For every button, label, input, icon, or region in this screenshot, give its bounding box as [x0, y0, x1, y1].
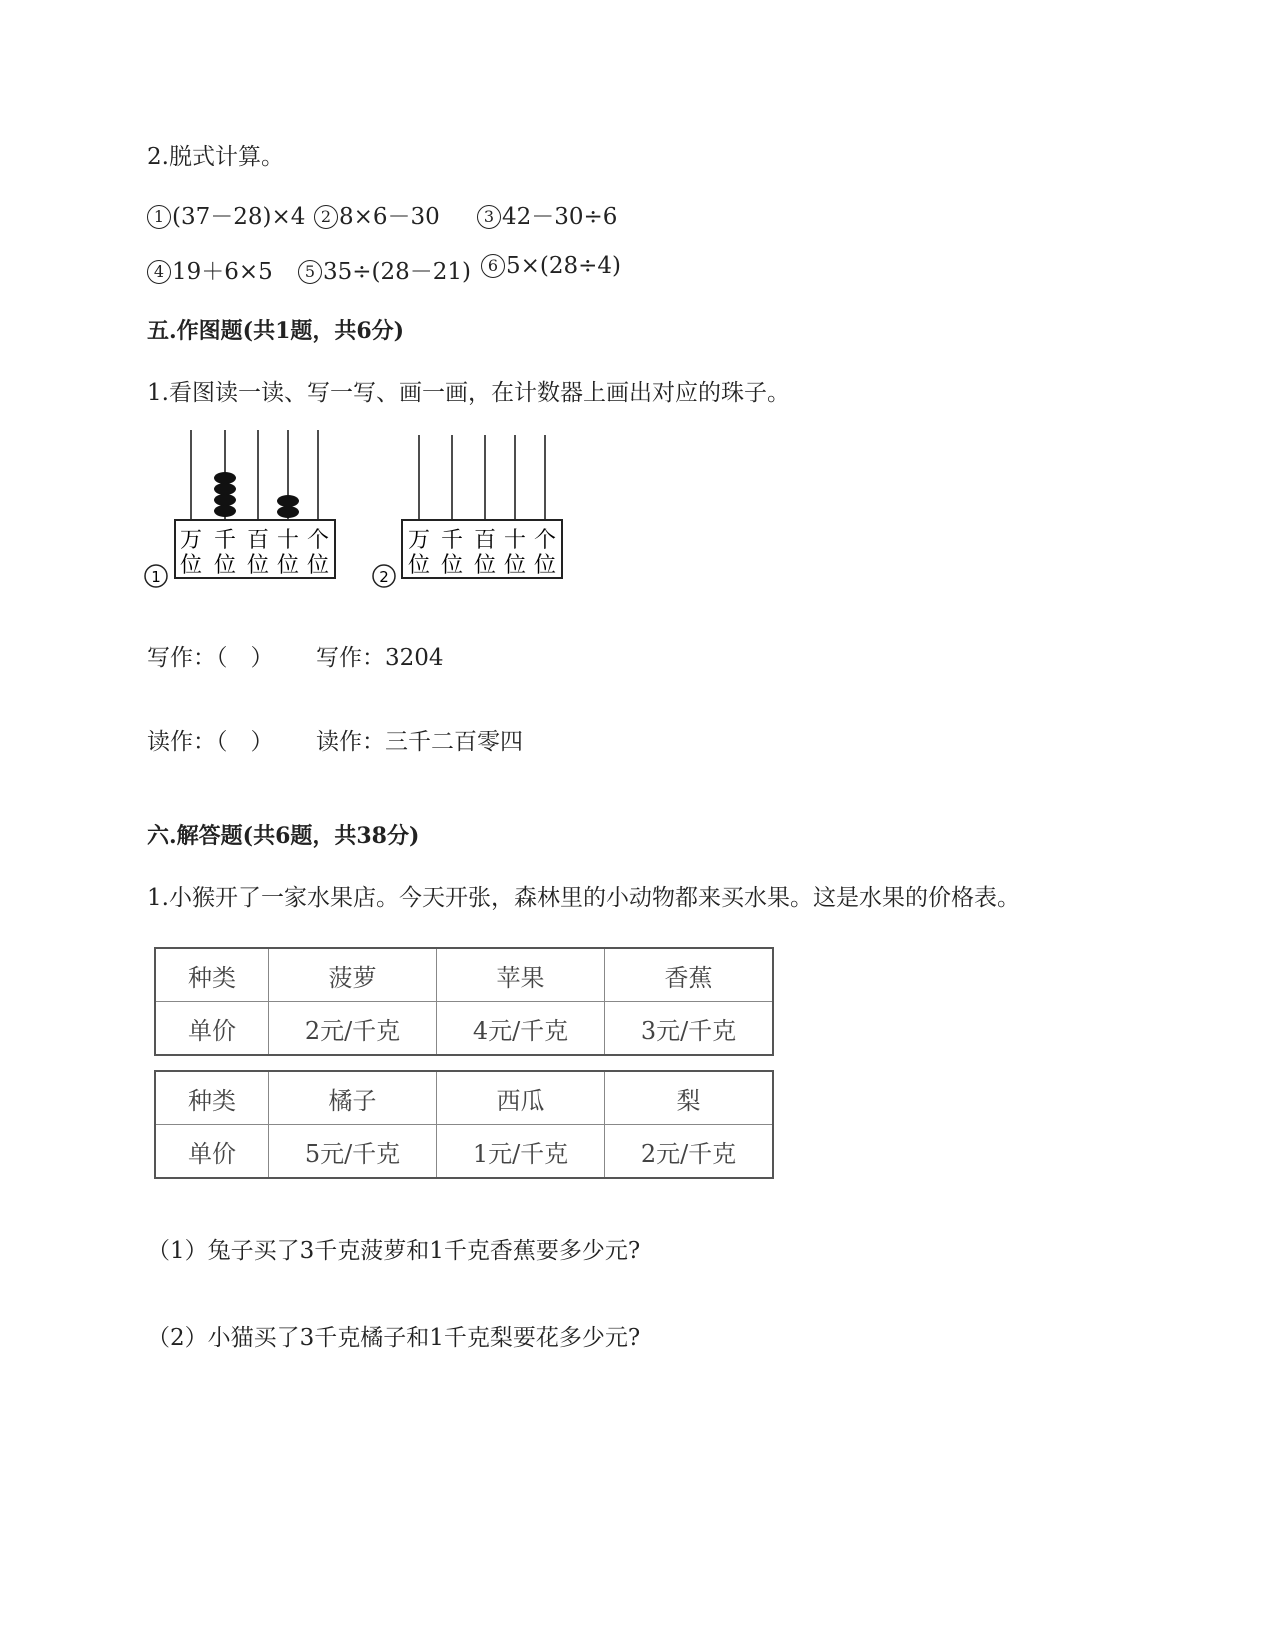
place-label-top: 千: [440, 528, 464, 553]
table-cell: 西瓜: [437, 1071, 605, 1125]
calc-expression: 8×6－30: [339, 204, 440, 230]
calc-item-4: [147, 253, 273, 286]
circle-number: 5: [298, 260, 322, 284]
abacus-rods: [419, 435, 545, 520]
place-label-bottom: 位: [179, 553, 203, 578]
abacus-number: 2: [379, 568, 389, 586]
place-label-bottom: 位: [306, 553, 330, 578]
calc-item-3: [477, 198, 617, 231]
table-cell: 种类: [155, 948, 269, 1002]
table-cell: 2元/千克: [269, 1002, 437, 1056]
place-label-top: 个: [533, 528, 557, 553]
price-table-2: [154, 1070, 774, 1179]
abacus-rods: [191, 430, 318, 520]
abacus-number: 1: [151, 568, 161, 586]
place-label-bottom: 位: [276, 553, 300, 578]
place-label-top: 万: [179, 528, 203, 553]
table-cell: 3元/千克: [605, 1002, 774, 1056]
place-label-top: 十: [503, 528, 527, 553]
table-cell: 种类: [155, 1071, 269, 1125]
calc-item-1: [147, 198, 305, 231]
place-label-top: 百: [473, 528, 497, 553]
place-label-top: 万: [407, 528, 431, 553]
place-label-bottom: 位: [503, 553, 527, 578]
section6-question: 1.小猴开了一家水果店。今天开张，森林里的小动物都来买水果。这是水果的价格表。: [147, 885, 1020, 911]
circle-number: 4: [147, 260, 171, 284]
calc-title: 2.脱式计算。: [147, 144, 284, 170]
place-label-bottom: 位: [407, 553, 431, 578]
section5-heading: 五.作图题(共1题，共6分): [147, 318, 405, 344]
place-label-bottom: 位: [533, 553, 557, 578]
calc-expression: (37－28)×4: [172, 204, 306, 230]
read-answer-blank: 读作：（ ）: [147, 729, 274, 755]
sub-question-2: （2）小猫买了3千克橘子和1千克梨要花多少元?: [147, 1325, 641, 1351]
read-given-value: 读作：三千二百零四: [316, 729, 523, 755]
place-label-bottom: 位: [473, 553, 497, 578]
circle-number: 2: [314, 205, 338, 229]
place-label-bottom: 位: [440, 553, 464, 578]
table-cell: 单价: [155, 1002, 269, 1056]
table-cell: 单价: [155, 1125, 269, 1179]
circle-number: 1: [147, 205, 171, 229]
abacus-1: [140, 425, 350, 595]
table-cell: 4元/千克: [437, 1002, 605, 1056]
price-table-1: [154, 947, 774, 1056]
place-label-bottom: 位: [213, 553, 237, 578]
table-cell: 5元/千克: [269, 1125, 437, 1179]
sub-question-1: （1）兔子买了3千克菠萝和1千克香蕉要多少元?: [147, 1238, 641, 1264]
place-label-top: 十: [276, 528, 300, 553]
table-cell: 香蕉: [605, 948, 774, 1002]
table-row: [155, 1125, 773, 1179]
bead: [214, 472, 236, 484]
bead-group-tens: [277, 495, 299, 518]
calc-expression: 19＋6×5: [172, 259, 273, 285]
write-given-value: 写作：3204: [316, 645, 444, 671]
place-label-top: 个: [306, 528, 330, 553]
calc-expression: 42－30÷6: [502, 204, 618, 230]
table-cell: 菠萝: [269, 948, 437, 1002]
place-label-top: 千: [213, 528, 237, 553]
bead: [277, 495, 299, 507]
circle-number: 3: [477, 205, 501, 229]
place-label-bottom: 位: [246, 553, 270, 578]
section5-question: 1.看图读一读、写一写、画一画，在计数器上画出对应的珠子。: [147, 380, 790, 406]
bead: [214, 483, 236, 495]
table-row: [155, 1002, 773, 1056]
bead: [214, 494, 236, 506]
table-cell: 苹果: [437, 948, 605, 1002]
table-row: [155, 1071, 773, 1125]
bead: [277, 506, 299, 518]
abacus-2: [368, 425, 578, 595]
section6-heading: 六.解答题(共6题，共38分): [147, 823, 420, 849]
table-cell: 2元/千克: [605, 1125, 774, 1179]
table-cell: 梨: [605, 1071, 774, 1125]
write-answer-blank: 写作：（ ）: [147, 645, 274, 671]
calc-item-5: [298, 253, 471, 286]
place-label-top: 百: [246, 528, 270, 553]
calc-expression: 5×(28÷4): [506, 253, 622, 279]
bead-group-thousands: [214, 472, 236, 517]
calc-item-6: [481, 253, 621, 279]
circle-number: 6: [481, 254, 505, 278]
bead: [214, 505, 236, 517]
table-cell: 1元/千克: [437, 1125, 605, 1179]
calc-expression: 35÷(28－21): [323, 259, 472, 285]
calc-item-2: [314, 198, 440, 231]
table-row: [155, 948, 773, 1002]
table-cell: 橘子: [269, 1071, 437, 1125]
